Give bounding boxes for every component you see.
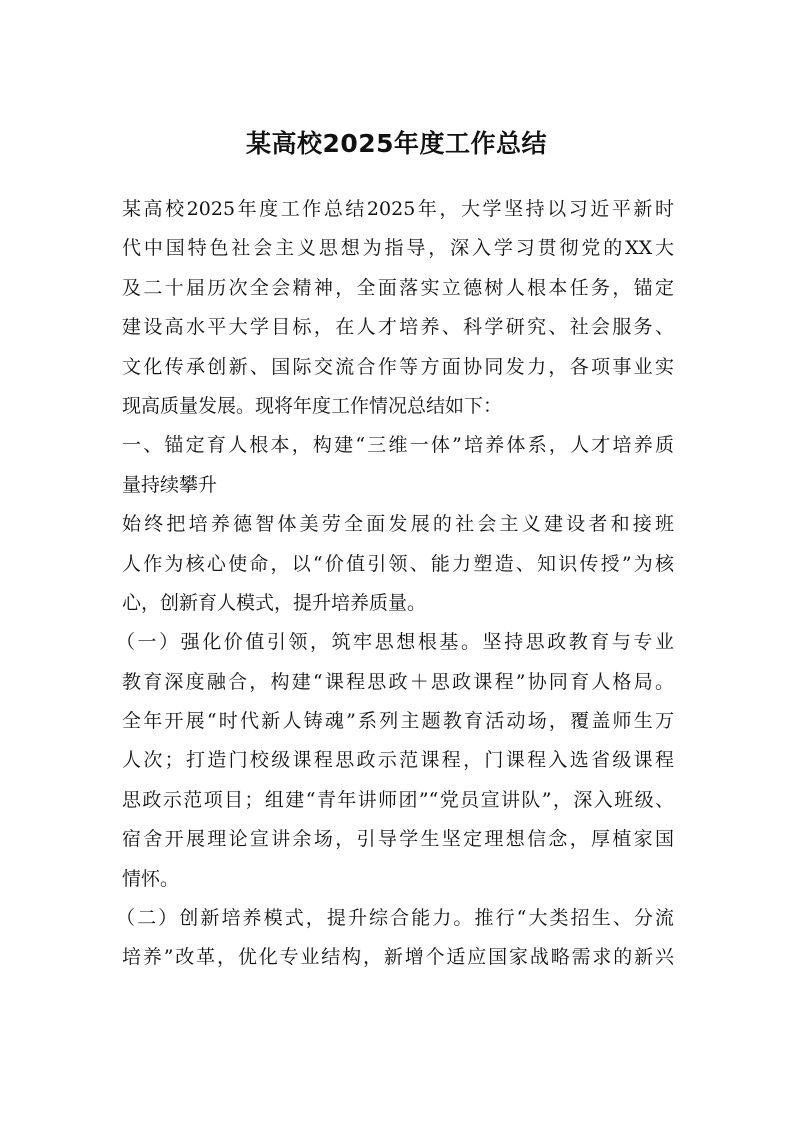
text-line: （二）创新培养模式，提升综合能力。推行“大类招生、分流 — [116, 907, 674, 930]
text-line: 培养”改革，优化专业结构，新增个适应国家战略需求的新兴 — [122, 946, 674, 969]
text-line: 人次；打造门校级课程思政示范课程，门课程入选省级课程 — [122, 749, 674, 772]
text-line: 教育深度融合，构建“课程思政＋思政课程”协同育人格局。 — [122, 670, 674, 693]
text-line: 量持续攀升 — [122, 473, 218, 496]
text-line: 始终把培养德智体美劳全面发展的社会主义建设者和接班 — [122, 513, 674, 536]
text-line: 建设高水平大学目标，在人才培养、科学研究、社会服务、 — [122, 316, 674, 339]
text-line: 及二十届历次全会精神，全面落实立德树人根本任务，锚定 — [122, 276, 674, 299]
document-title: 某高校2025年度工作总结 — [245, 129, 548, 158]
text-line: （一）强化价值引领，筑牢思想根基。坚持思政教育与专业 — [116, 631, 674, 654]
text-line: 现高质量发展。现将年度工作情况总结如下： — [122, 394, 503, 417]
text-line: 全年开展“时代新人铸魂”系列主题教育活动场，覆盖师生万 — [122, 710, 674, 733]
text-line: 某高校2025年度工作总结2025年，大学坚持以习近平新时 — [122, 198, 674, 220]
document-body — [116, 190, 674, 978]
text-line: 情怀。 — [122, 867, 180, 890]
text-line: 宿舍开展理论宣讲余场，引导学生坚定理想信念，厚植家国 — [122, 828, 674, 851]
text-line: 心，创新育人模式，提升培养质量。 — [122, 591, 427, 614]
text-line: 一、锚定育人根本，构建“三维一体”培养体系，人才培养质 — [122, 434, 674, 457]
text-line: 思政示范项目；组建“青年讲师团”“党员宣讲队”，深入班级、 — [122, 788, 674, 811]
text-line: 文化传承创新、国际交流合作等方面协同发力，各项事业实 — [122, 355, 674, 378]
text-line: 代中国特色社会主义思想为指导，深入学习贯彻党的XX大 — [122, 237, 674, 260]
text-line: 人作为核心使命，以“价值引领、能力塑造、知识传授”为核 — [122, 552, 674, 575]
